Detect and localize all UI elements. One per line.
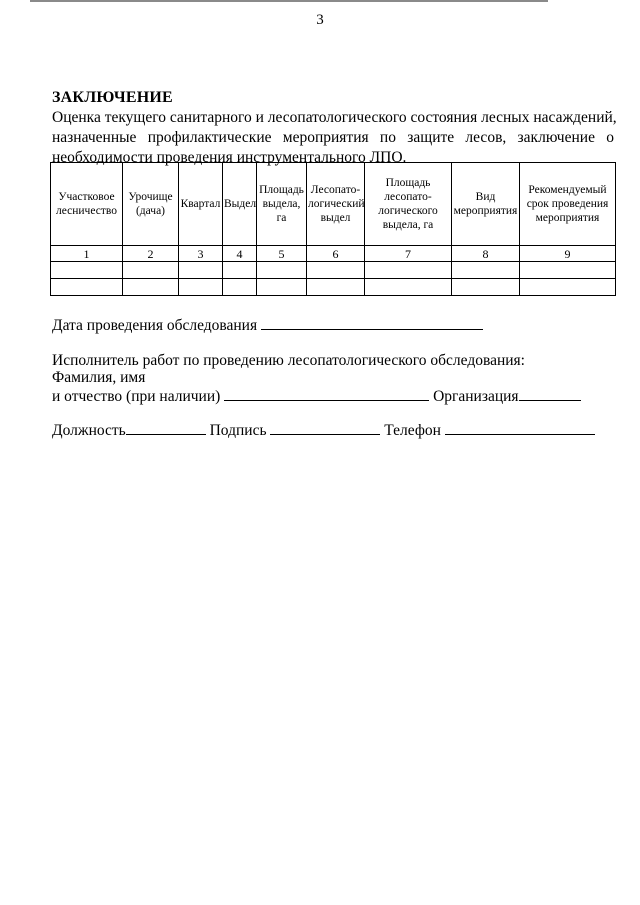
intro-line-1: Оценка текущего санитарного и лесопатологического состояния лесных насаждений, (52, 109, 617, 126)
column-number: 3 (179, 246, 223, 262)
header-pathology-allotment: Лесопато-логический выдел (307, 163, 365, 246)
patronymic-label: и отчество (при наличии) (52, 388, 221, 405)
table-cell[interactable] (520, 262, 616, 279)
column-number: 7 (365, 246, 452, 262)
table-cell[interactable] (223, 279, 257, 296)
header-quarter: Квартал (179, 163, 223, 246)
top-border-line (30, 0, 548, 2)
table-cell[interactable] (51, 279, 123, 296)
column-number: 1 (51, 246, 123, 262)
name-org-line (52, 386, 581, 406)
header-recommended-term: Рекомендуемый срок проведения мероприятия (520, 163, 616, 246)
intro-line-2: назначенные профилактические мероприятия по защите лесов, заключение о (52, 129, 614, 146)
header-measure-type: Вид мероприятия (452, 163, 520, 246)
full-name-field[interactable] (224, 386, 429, 401)
intro-line-3: необходимости проведения инструментального ЛПО. (52, 149, 407, 166)
header-forestry-district: Участковое лесничество (51, 163, 123, 246)
table-cell[interactable] (257, 279, 307, 296)
survey-date-field[interactable] (261, 315, 483, 330)
header-pathology-area: Площадь лесопато-логического выдела, га (365, 163, 452, 246)
table-cell[interactable] (179, 262, 223, 279)
intro-paragraph (52, 108, 617, 168)
header-tract: Урочище (дача) (123, 163, 179, 246)
table-cell[interactable] (365, 279, 452, 296)
header-allotment: Выдел (223, 163, 257, 246)
signature-field[interactable] (270, 420, 380, 435)
table-cell[interactable] (307, 262, 365, 279)
position-sign-phone-line (52, 420, 595, 440)
table-cell[interactable] (179, 279, 223, 296)
position-field[interactable] (126, 420, 206, 435)
column-number: 9 (520, 246, 616, 262)
table-cell[interactable] (452, 279, 520, 296)
conclusion-heading: ЗАКЛЮЧЕНИЕ (52, 89, 173, 106)
header-allotment-area: Площадь выдела, га (257, 163, 307, 246)
survey-date-line (52, 315, 483, 335)
table-row (51, 262, 616, 279)
column-number-row (51, 246, 616, 262)
position-label: Должность (52, 422, 126, 439)
table-cell[interactable] (51, 262, 123, 279)
organization-field[interactable] (519, 386, 581, 401)
table-cell[interactable] (123, 279, 179, 296)
table-cell[interactable] (307, 279, 365, 296)
assessment-table (50, 162, 616, 296)
signature-label: Подпись (209, 422, 267, 439)
table-cell[interactable] (365, 262, 452, 279)
column-number: 4 (223, 246, 257, 262)
table-cell[interactable] (123, 262, 179, 279)
table-cell[interactable] (520, 279, 616, 296)
page-number: 3 (316, 12, 324, 28)
column-number: 5 (257, 246, 307, 262)
column-number: 8 (452, 246, 520, 262)
table-row (51, 279, 616, 296)
column-number: 2 (123, 246, 179, 262)
table-cell[interactable] (257, 262, 307, 279)
table-cell[interactable] (452, 262, 520, 279)
phone-label: Телефон (384, 422, 441, 439)
survey-date-label: Дата проведения обследования (52, 317, 258, 334)
organization-label: Организация (433, 388, 519, 405)
column-number: 6 (307, 246, 365, 262)
executor-title: Исполнитель работ по проведению лесопатологического обследования: (52, 352, 525, 369)
surname-label: Фамилия, имя (52, 369, 146, 386)
phone-field[interactable] (445, 420, 595, 435)
table-header-row (51, 163, 616, 246)
table-cell[interactable] (223, 262, 257, 279)
